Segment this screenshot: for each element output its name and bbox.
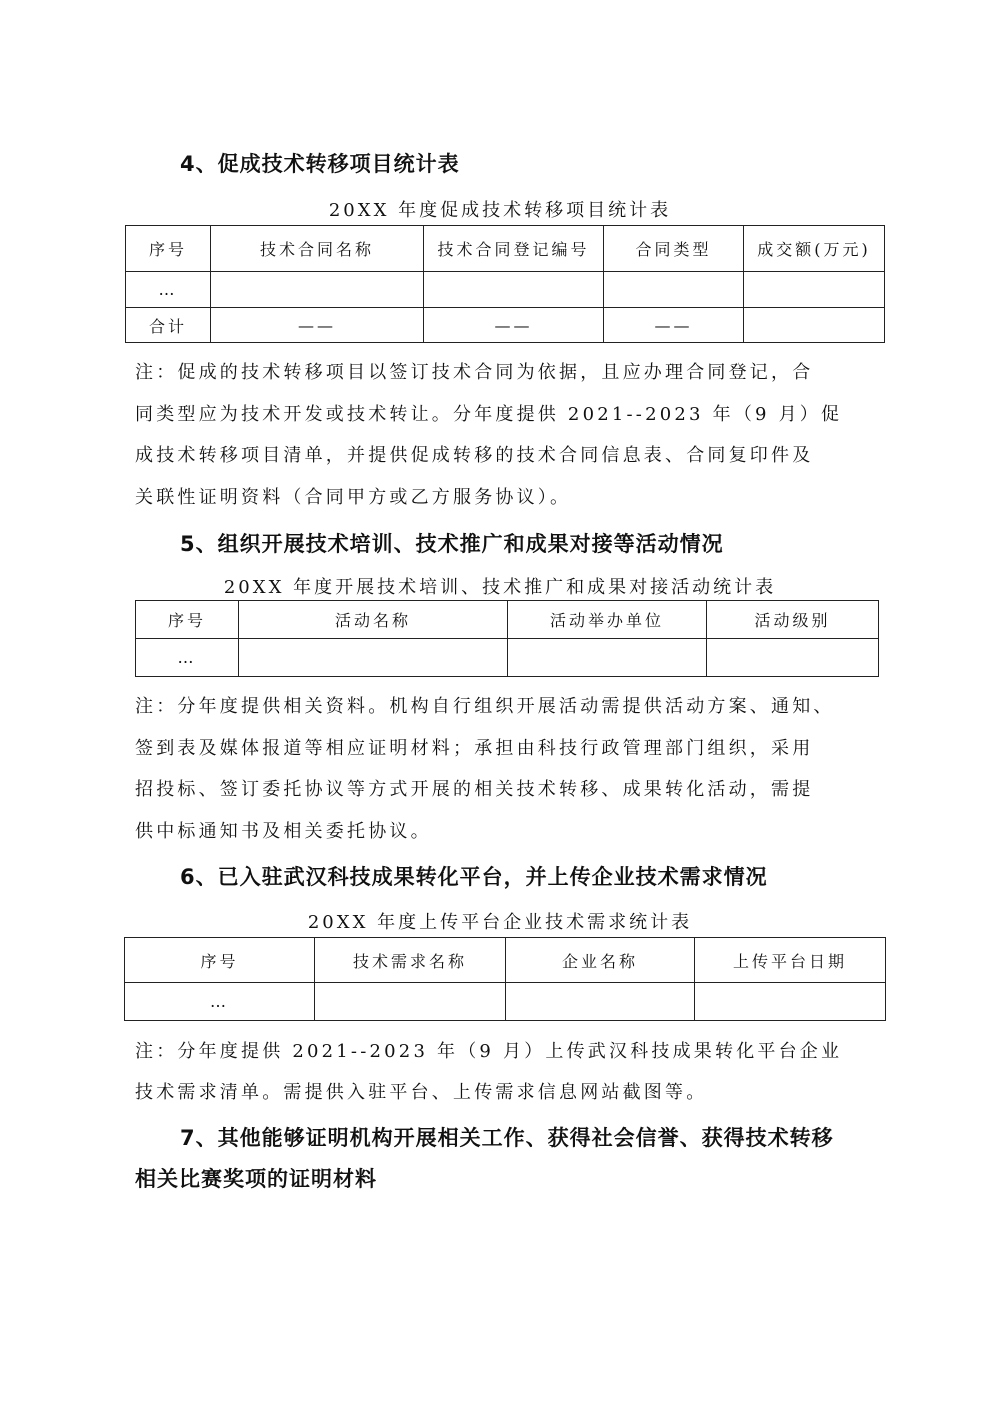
header-cell: 企业名称 [506,938,695,983]
table-cell [707,639,879,677]
header-cell: 合同类型 [604,226,744,272]
table-cell: —— [424,308,604,343]
table-caption: 20XX 年度开展技术培训、技术推广和成果对接活动统计表 [223,577,777,598]
activities-table [135,600,879,677]
note-line: 同类型应为技术开发或技术转让。分年度提供 2021--2023 年（9 月）促 [135,404,843,425]
section-7-heading: 7、其他能够证明机构开展相关工作、获得社会信誉、获得技术转移 [180,1126,834,1150]
header-cell: 活动举办单位 [508,601,707,639]
note-line: 注：分年度提供相关资料。机构自行组织开展活动需提供活动方案、通知、 [135,696,835,717]
note-line: 招投标、签订委托协议等方式开展的相关技术转移、成果转化活动，需提 [135,779,814,800]
header-cell: 序号 [125,938,315,983]
header-cell: 上传平台日期 [695,938,886,983]
table-caption: 20XX 年度促成技术转移项目统计表 [328,200,672,221]
table-row [125,983,886,1021]
table-cell: —— [604,308,744,343]
table-cell [744,272,885,308]
table-cell: … [136,639,239,677]
table-cell [211,272,424,308]
table-row [136,639,879,677]
section-4-heading: 4、促成技术转移项目统计表 [180,152,460,176]
table-cell [239,639,508,677]
table-total-row [126,308,885,343]
header-cell: 活动名称 [239,601,508,639]
table-cell: … [125,983,315,1021]
header-cell: 序号 [136,601,239,639]
table-cell [695,983,886,1021]
header-cell: 技术需求名称 [315,938,506,983]
table-cell [508,639,707,677]
section-5-heading: 5、组织开展技术培训、技术推广和成果对接等活动情况 [180,532,724,556]
table-cell: … [126,272,211,308]
section-7-heading-continued: 相关比赛奖项的证明材料 [135,1167,377,1191]
note-line: 注：分年度提供 2021--2023 年（9 月）上传武汉科技成果转化平台企业 [135,1041,843,1062]
note-line: 签到表及媒体报道等相应证明材料；承担由科技行政管理部门组织，采用 [135,738,814,759]
note-line: 供中标通知书及相关委托协议。 [135,821,432,842]
table-cell [424,272,604,308]
header-cell: 序号 [126,226,211,272]
note-line: 技术需求清单。需提供入驻平台、上传需求信息网站截图等。 [135,1082,708,1103]
table-cell [315,983,506,1021]
table-cell: —— [211,308,424,343]
table-caption: 20XX 年度上传平台企业技术需求统计表 [307,912,693,933]
header-cell: 成交额(万元) [744,226,885,272]
note-line: 关联性证明资料（合同甲方或乙方服务协议）。 [135,487,572,508]
note-line: 注：促成的技术转移项目以签订技术合同为依据，且应办理合同登记，合 [135,362,814,383]
table-cell: 合计 [126,308,211,343]
table-cell [604,272,744,308]
tech-demand-table [124,937,886,1021]
header-cell: 技术合同名称 [211,226,424,272]
table-header-row [126,226,885,272]
header-cell: 活动级别 [707,601,879,639]
table-header-row [136,601,879,639]
table-cell [744,308,885,343]
section-6-heading: 6、已入驻武汉科技成果转化平台，并上传企业技术需求情况 [180,865,768,889]
table-row [126,272,885,308]
table-header-row [125,938,886,983]
tech-transfer-table [125,225,885,343]
header-cell: 技术合同登记编号 [424,226,604,272]
table-cell [506,983,695,1021]
note-line: 成技术转移项目清单，并提供促成转移的技术合同信息表、合同复印件及 [135,445,814,466]
